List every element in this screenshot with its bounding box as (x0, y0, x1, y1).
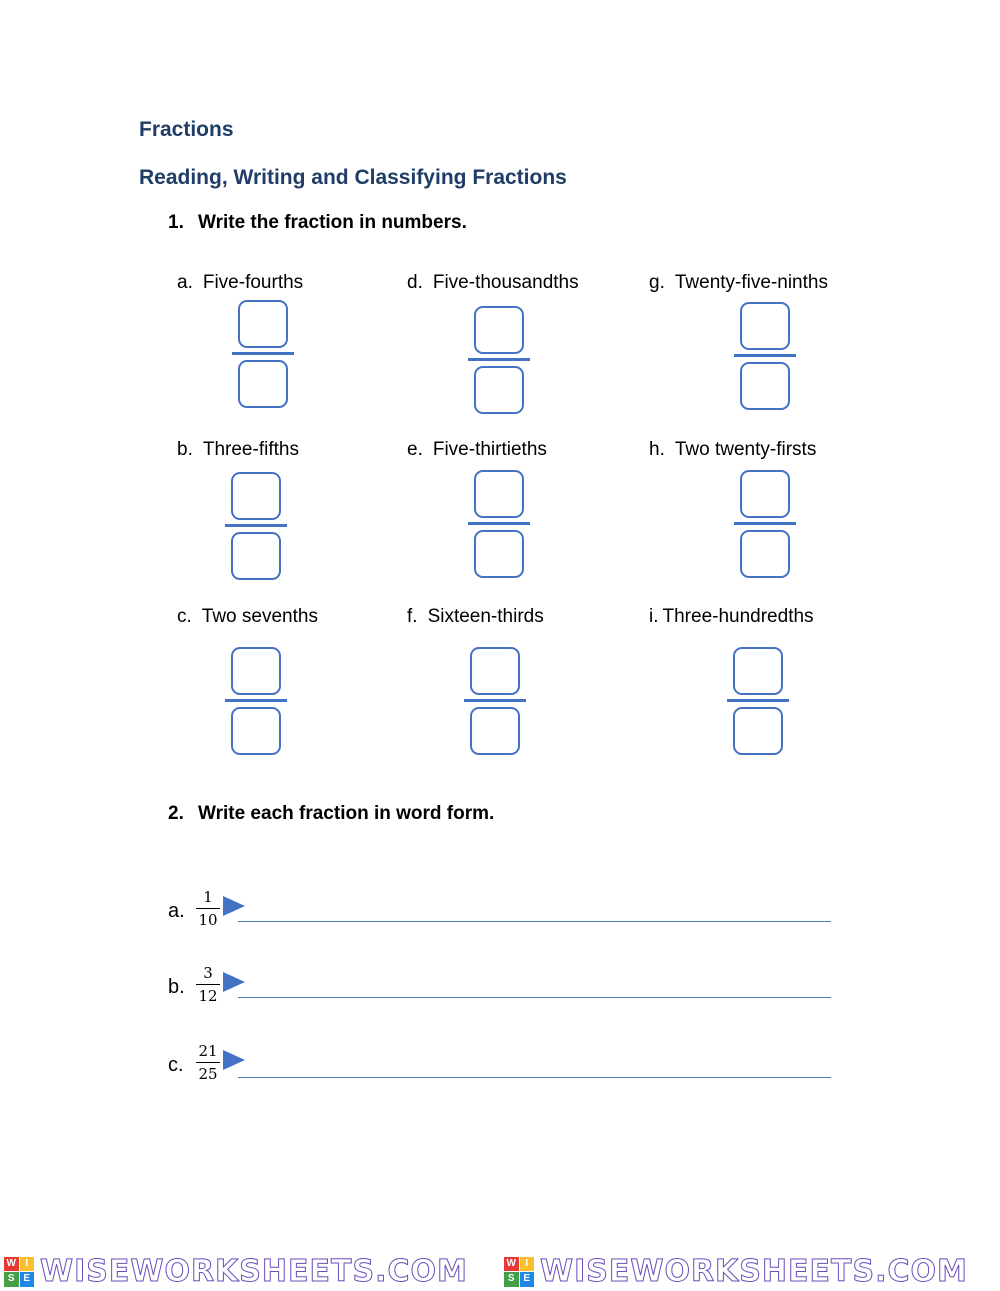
denominator: 10 (198, 911, 218, 929)
question-1-heading (168, 212, 467, 234)
numerator-box[interactable] (231, 647, 281, 695)
numerator: 1 (203, 888, 213, 906)
word-form-row (168, 888, 838, 936)
item-letter: a. (168, 900, 185, 922)
item-label: f. Sixteen-thirds (407, 606, 544, 627)
denominator-box[interactable] (231, 532, 281, 580)
page-title: Fractions (139, 118, 234, 141)
fraction-bar (734, 354, 796, 357)
question-text: Write each fraction in word form. (198, 803, 495, 824)
math-fraction (196, 964, 220, 1005)
answer-line[interactable] (238, 997, 831, 998)
arrow-icon (223, 972, 245, 992)
fraction-input (232, 300, 296, 412)
item-label: i. Three-hundredths (649, 606, 814, 627)
item-label: g. Twenty-five-ninths (649, 272, 828, 293)
denominator-box[interactable] (470, 707, 520, 755)
denominator: 25 (198, 1065, 218, 1083)
word-form-row (168, 964, 838, 1012)
brand-watermark (500, 1252, 1000, 1291)
item-letter: c. (168, 1054, 184, 1076)
numerator-box[interactable] (474, 470, 524, 518)
fraction-input (468, 306, 532, 418)
item-letter: b. (168, 976, 185, 998)
item-label: h. Two twenty-firsts (649, 439, 817, 460)
fraction-input (464, 647, 528, 759)
word-form-row (168, 1042, 838, 1090)
item-label: a. Five-fourths (177, 272, 304, 293)
fraction-bar (464, 699, 526, 702)
numerator-box[interactable] (470, 647, 520, 695)
fraction-input (468, 470, 532, 582)
denominator-box[interactable] (231, 707, 281, 755)
fraction-input (734, 470, 798, 582)
numerator-box[interactable] (238, 300, 288, 348)
denominator: 12 (198, 987, 218, 1005)
denominator-box[interactable] (733, 707, 783, 755)
fraction-bar (468, 522, 530, 525)
numerator: 3 (203, 964, 213, 982)
fraction-bar (727, 699, 789, 702)
question-2-heading (168, 803, 494, 825)
brand-text: WISEWORKSHEETS.COM (40, 1254, 468, 1289)
item-label: e. Five-thirtieths (407, 439, 547, 460)
fraction-input (225, 647, 289, 759)
numerator-box[interactable] (231, 472, 281, 520)
numerator-box[interactable] (740, 470, 790, 518)
logo-icon: W I S E (4, 1257, 34, 1287)
answer-line[interactable] (238, 1077, 831, 1078)
fraction-bar (232, 352, 294, 355)
footer-banner (0, 1252, 1000, 1291)
brand-watermark (0, 1252, 500, 1291)
fraction-input (734, 302, 798, 414)
numerator: 21 (198, 1042, 218, 1060)
numerator-box[interactable] (733, 647, 783, 695)
fraction-bar (225, 524, 287, 527)
fraction-input (727, 647, 791, 759)
arrow-icon (223, 1050, 245, 1070)
fraction-input (225, 472, 289, 584)
fraction-bar (468, 358, 530, 361)
denominator-box[interactable] (474, 530, 524, 578)
question-number: 1. (168, 212, 184, 233)
page-subtitle: Reading, Writing and Classifying Fractions (139, 166, 567, 189)
item-label: d. Five-thousandths (407, 272, 579, 293)
item-label: b. Three-fifths (177, 439, 299, 460)
brand-text: WISEWORKSHEETS.COM (540, 1254, 968, 1289)
logo-icon: W I S E (504, 1257, 534, 1287)
fraction-bar (734, 522, 796, 525)
item-label: c. Two sevenths (177, 606, 318, 627)
math-fraction (196, 888, 220, 929)
denominator-box[interactable] (474, 366, 524, 414)
question-number: 2. (168, 803, 184, 824)
fraction-bar (225, 699, 287, 702)
answer-line[interactable] (238, 921, 831, 922)
numerator-box[interactable] (740, 302, 790, 350)
math-fraction (196, 1042, 220, 1083)
denominator-box[interactable] (238, 360, 288, 408)
question-text: Write the fraction in numbers. (198, 212, 467, 233)
arrow-icon (223, 896, 245, 916)
numerator-box[interactable] (474, 306, 524, 354)
denominator-box[interactable] (740, 362, 790, 410)
denominator-box[interactable] (740, 530, 790, 578)
